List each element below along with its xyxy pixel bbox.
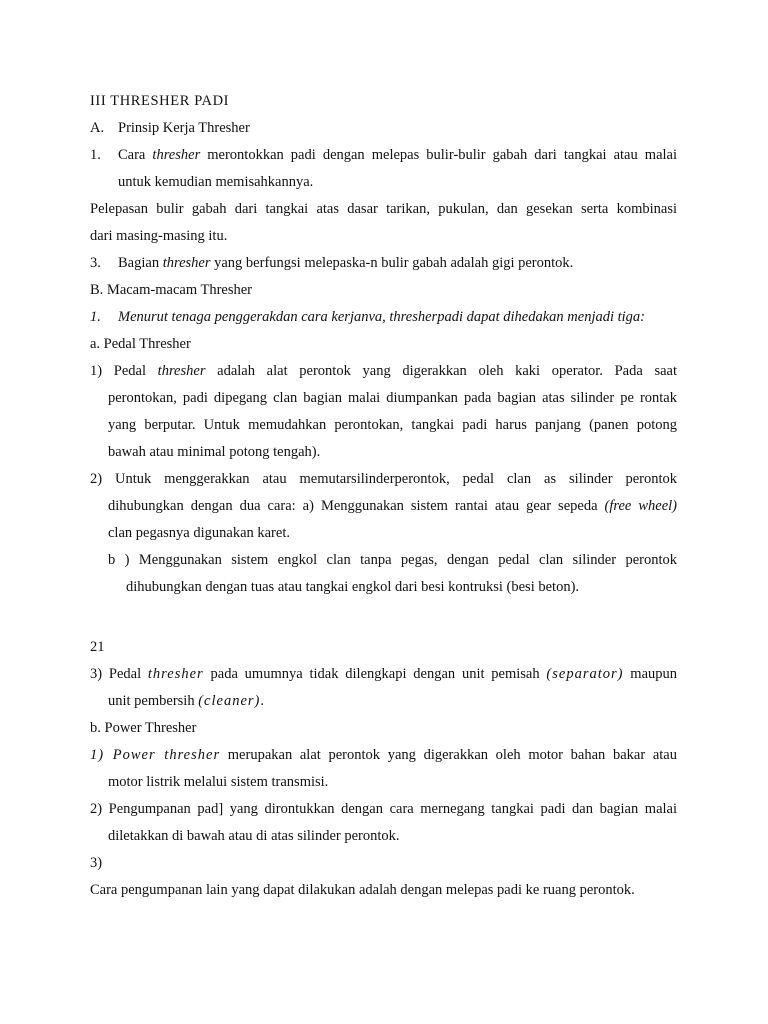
section-b-heading: B. Macam-macam Thresher [90,282,252,298]
power-item-2 [90,796,677,850]
pedal-item-3-line-2-text: unit pembersih [108,693,199,709]
power-item-1-line-2: motor listrik melalui sistem transmisi. [108,774,329,790]
item-1-post: merontokkan padi dengan melepas bulir-bulir gabah dari tangkai atau malai [200,147,677,163]
power-item-2-line-2: diletakkan di bawah atau di atas silinder perontok. [108,828,400,844]
item-1-line-1 [90,142,677,169]
pedal-item-2-line-3: clan pegasnya digunakan karet. [108,525,290,541]
power-item-1-line-1 [90,742,677,769]
power-item-2-line-1: 2) Pengumpanan pad] yang dirontukkan dengan cara mernegang tangkai padi dan bagian malai [90,801,677,817]
section-gap [90,601,677,634]
section-a-text: Prinsip Kerja Thresher [118,120,250,136]
power-item-1-post: merupakan alat perontok yang digerakkan oleh motor bahan bakar atau [220,747,677,763]
pedal-item-2-line-2-text: dihubungkan dengan dua cara: a) Menggunakan sistem rantai atau gear sepeda [108,498,605,514]
pedal-item-1-line-2: perontokan, padi dipegang clan bagian malai diumpankan pada bagian atas silinder pe rontak [108,390,677,406]
item-3-post: yang berfungsi melepaska-n bulir gabah adalah gigi perontok. [210,255,574,271]
power-item-1-emphasis: 1) Power thresher [90,747,221,763]
pedal-item-2-line-1: 2) Untuk menggerakkan atau memutarsilinderperontok, pedal clan as silinder perontok [90,471,677,487]
power-item-3: 3) [90,855,103,871]
pedal-item-2 [90,466,677,601]
pedal-item-1-post: adalah alat perontok yang digerakkan oleh kaki operator. Pada saat [205,363,678,379]
item-1-emphasis: thresher [152,147,201,163]
item-b1-number: 1. [90,309,101,325]
pedal-item-3-emphasis-3: (cleaner) [198,693,261,709]
item-b1-text: Menurut tenaga penggerakdan cara kerjanva, thresherpadi dapat dihedakan menjadi tiga: [118,309,646,325]
item-b1 [90,304,677,331]
item-1-line-2 [90,169,677,196]
item-1-pre: Cara [118,147,153,163]
pedal-item-1 [90,358,677,466]
section-a-heading [90,115,677,142]
power-item-1 [90,742,677,796]
pedal-item-2-sub-b-line-2: dihubungkan dengan tuas atau tangkai engkol dari besi kontruksi (besi beton). [126,579,580,595]
item-3-emphasis: thresher [162,255,211,271]
pedal-item-2-line-2 [90,493,677,520]
paragraph-1-line-2: dari masing-masing itu. [90,228,228,244]
closing-paragraph: Cara pengumpanan lain yang dapat dilakukan adalah dengan melepas padi ke ruang perontok. [90,882,635,898]
section-a-number: A. [90,120,105,136]
item-3 [90,250,677,277]
item-1-number: 1. [90,147,101,163]
chapter-title: III THRESHER PADI [90,93,230,109]
pedal-item-3-mid: pada umumnya tidak dilengkapi dengan unit pemisah [203,666,547,682]
pedal-item-3-pre: 3) Pedal [90,666,148,682]
item-3-number: 3. [90,255,101,271]
pedal-item-1-line-3: yang berputar. Untuk memudahkan perontokan, tangkai padi harus panjang (panen potong [108,417,677,433]
pedal-item-2-sub-b-line-1: b ) Menggunakan sistem engkol clan tanpa pegas, dengan pedal clan silinder perontok [108,552,677,568]
pedal-item-3-emphasis-2: (separator) [546,666,624,682]
pedal-item-3-emphasis-1: thresher [147,666,204,682]
power-thresher-heading: b. Power Thresher [90,720,197,736]
pedal-item-3 [90,661,677,715]
pedal-thresher-heading: a. Pedal Thresher [90,336,191,352]
pedal-item-2-emphasis: (free wheel) [604,498,677,514]
pedal-item-3-period: . [260,693,264,709]
pedal-item-3-line-1 [90,661,677,688]
item-1 [90,142,677,196]
paragraph-1 [90,196,677,250]
document-page [90,88,677,904]
pedal-item-1-pre: 1) Pedal [90,363,158,379]
page-number: 21 [90,639,105,655]
pedal-item-1-line-4: bawah atau minimal potong tengah). [108,444,321,460]
paragraph-1-line-1: Pelepasan bulir gabah dari tangkai atas dasar tarikan, pukulan, dan gesekan serta kombinasi [90,201,677,217]
item-3-pre: Bagian [118,255,163,271]
pedal-item-3-line-2 [90,688,677,715]
pedal-item-1-line-1 [90,358,677,385]
pedal-item-3-post: maupun [623,666,677,682]
pedal-item-1-emphasis: thresher [157,363,206,379]
item-1-continuation: untuk kemudian memisahkannya. [118,174,314,190]
